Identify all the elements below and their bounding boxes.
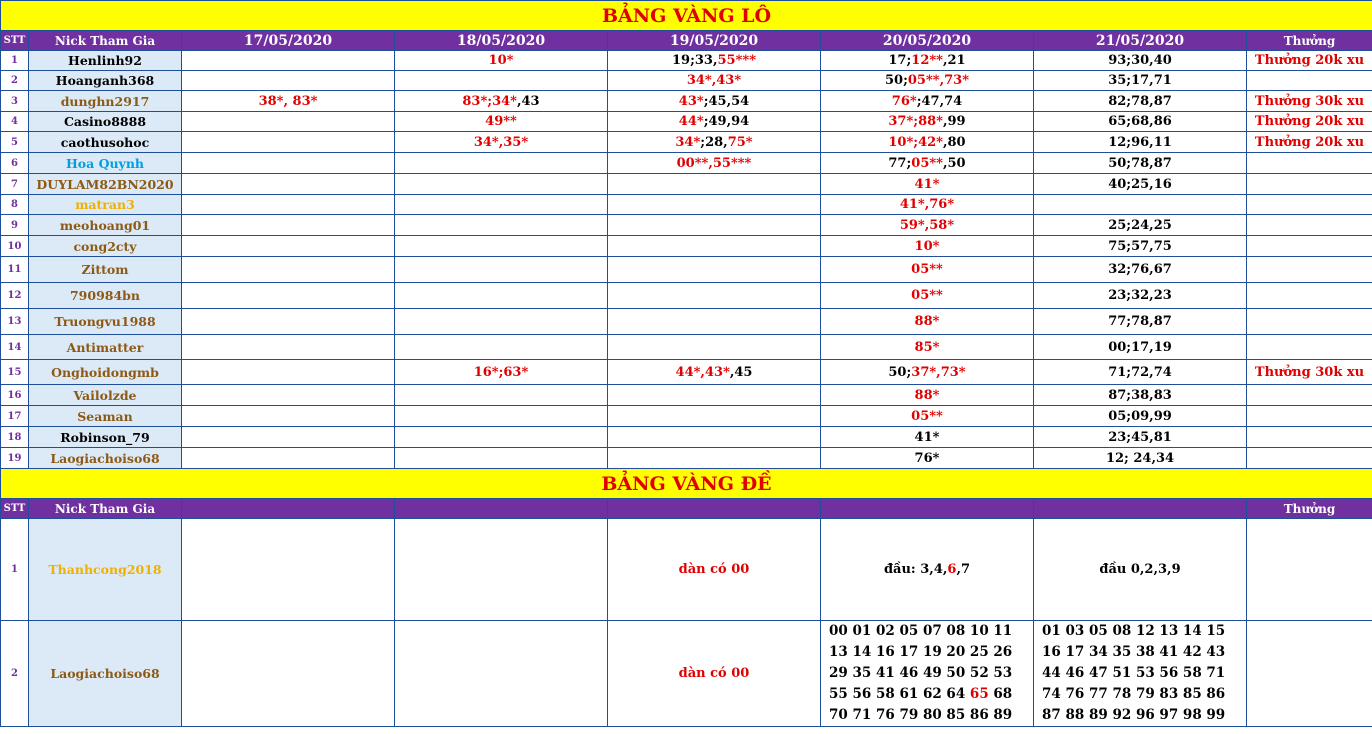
- table-row: [1, 71, 1372, 91]
- pick-text: 05;09,99: [1108, 408, 1172, 424]
- date-header-5: 21/05/2020: [1034, 31, 1247, 51]
- pick-cell: [608, 257, 821, 283]
- lo-table: [1, 1, 1372, 469]
- player-nick: Seaman: [29, 406, 182, 427]
- reward-cell: [1247, 335, 1372, 360]
- pick-cell: [821, 91, 1034, 112]
- pick-cell: [182, 215, 395, 236]
- pick-cell: [395, 621, 608, 727]
- pick-text: 88*: [914, 387, 940, 403]
- reward-cell: Thưởng 20k xu: [1247, 132, 1372, 153]
- de-table: [1, 469, 1372, 727]
- pick-text: 23;32,23: [1108, 288, 1172, 303]
- pick-cell: [1034, 174, 1247, 195]
- pick-cell: [395, 360, 608, 385]
- pick-cell: [182, 91, 395, 112]
- pick-text: ,80: [942, 134, 966, 150]
- reward-header: Thưởng: [1247, 499, 1372, 519]
- date-header-4: 20/05/2020: [821, 31, 1034, 51]
- player-nick: Hoa Quynh: [29, 153, 182, 174]
- player-nick: Laogiachoiso68: [29, 621, 182, 727]
- row-number: 6: [1, 153, 29, 174]
- row-number: 2: [1, 71, 29, 91]
- pick-cell: [395, 132, 608, 153]
- row-number: 15: [1, 360, 29, 385]
- pick-cell: [608, 153, 821, 174]
- pick-cell: [395, 427, 608, 448]
- pick-text: 38*, 83*: [258, 93, 318, 109]
- pick-text: 12**: [911, 53, 943, 68]
- pick-text: 05**: [911, 288, 943, 303]
- pick-text: đầu 0,2,3,9: [1099, 562, 1181, 577]
- row-number: 1: [1, 51, 29, 71]
- pick-text: 34*: [675, 134, 701, 150]
- pick-text: 77;: [888, 155, 912, 171]
- date-header-1: 17/05/2020: [182, 31, 395, 51]
- pick-cell: [821, 385, 1034, 406]
- player-nick: Casino8888: [29, 112, 182, 132]
- pick-text: 75;57,75: [1108, 238, 1172, 254]
- pick-text: 05**: [911, 262, 943, 277]
- pick-text: 41*: [914, 176, 940, 192]
- pick-cell: [608, 195, 821, 215]
- pick-text: 25;24,25: [1108, 217, 1172, 233]
- pick-text: 10*: [914, 238, 940, 254]
- pick-cell: [182, 174, 395, 195]
- pick-text: 12; 24,34: [1105, 450, 1175, 466]
- table-row: [1, 112, 1372, 132]
- pick-cell: [608, 309, 821, 335]
- pick-cell: [395, 236, 608, 257]
- pick-cell: [182, 112, 395, 132]
- pick-cell: [608, 360, 821, 385]
- table-row: [1, 621, 1372, 727]
- pick-text: 37*,73*: [911, 364, 966, 380]
- reward-cell: [1247, 153, 1372, 174]
- pick-cell: [821, 215, 1034, 236]
- blank-header: [182, 499, 395, 519]
- table-row: [1, 153, 1372, 174]
- pick-cell: [395, 71, 608, 91]
- reward-cell: [1247, 448, 1372, 469]
- pick-text: 44*,43*: [675, 364, 730, 380]
- pick-text: dàn có 00: [678, 562, 750, 577]
- pick-text: ;47,74: [916, 93, 963, 109]
- table-row: [1, 215, 1372, 236]
- pick-cell: [608, 519, 821, 621]
- row-number: 19: [1, 448, 29, 469]
- pick-text: đầu: 3,4,: [883, 562, 948, 577]
- table-row: [1, 257, 1372, 283]
- table-row: [1, 174, 1372, 195]
- pick-cell: [608, 621, 821, 727]
- nick-header: Nick Tham Gia: [29, 31, 182, 51]
- pick-cell: [182, 309, 395, 335]
- lo-title: BẢNG VÀNG LÔ: [1, 1, 1372, 31]
- pick-text: 6: [947, 562, 957, 577]
- pick-cell: [821, 153, 1034, 174]
- pick-cell: [608, 71, 821, 91]
- player-nick: 790984bn: [29, 283, 182, 309]
- pick-cell: [395, 51, 608, 71]
- pick-text: 41*: [914, 429, 940, 445]
- pick-text: 05**: [911, 155, 943, 171]
- row-number: 7: [1, 174, 29, 195]
- date-header-2: 18/05/2020: [395, 31, 608, 51]
- pick-cell: [1034, 283, 1247, 309]
- pick-text: 93;30,40: [1108, 53, 1172, 68]
- pick-text: 40;25,16: [1108, 176, 1172, 192]
- pick-cell: [182, 153, 395, 174]
- pick-cell: [395, 112, 608, 132]
- reward-cell: Thưởng 30k xu: [1247, 360, 1372, 385]
- nick-header: Nick Tham Gia: [29, 499, 182, 519]
- pick-cell: [182, 132, 395, 153]
- pick-cell: [608, 51, 821, 71]
- row-number: 12: [1, 283, 29, 309]
- row-number: 4: [1, 112, 29, 132]
- pick-cell: [821, 51, 1034, 71]
- table-row: [1, 406, 1372, 427]
- stt-header: STT: [1, 31, 29, 51]
- table-row: [1, 335, 1372, 360]
- reward-cell: [1247, 406, 1372, 427]
- row-number: 8: [1, 195, 29, 215]
- pick-text: ,99: [942, 114, 966, 129]
- pick-cell: [182, 621, 395, 727]
- pick-cell: [1034, 621, 1247, 727]
- lo-header-row: [1, 31, 1372, 51]
- table-row: [1, 427, 1372, 448]
- pick-cell: [395, 215, 608, 236]
- pick-text: 10*;42*: [888, 134, 943, 150]
- pick-cell: [395, 406, 608, 427]
- pick-cell: [821, 71, 1034, 91]
- pick-cell: [1034, 309, 1247, 335]
- pick-cell: [1034, 257, 1247, 283]
- pick-cell: [182, 283, 395, 309]
- pick-text: 44*: [678, 114, 704, 129]
- pick-cell: [182, 448, 395, 469]
- pick-text: 83*;34*: [462, 93, 517, 109]
- pick-text: 50;: [888, 364, 912, 380]
- pick-text: 59*,58*: [899, 217, 955, 233]
- pick-cell: [1034, 427, 1247, 448]
- row-number: 18: [1, 427, 29, 448]
- pick-cell: [1034, 519, 1247, 621]
- pick-text: 35;17,71: [1108, 73, 1172, 88]
- pick-cell: [1034, 153, 1247, 174]
- pick-text: ;28,: [700, 134, 728, 150]
- pick-text: ;45,54: [703, 93, 750, 109]
- pick-cell: [182, 236, 395, 257]
- pick-text: 76*: [914, 450, 940, 466]
- pick-cell: [395, 335, 608, 360]
- row-number: 9: [1, 215, 29, 236]
- pick-cell: [395, 91, 608, 112]
- reward-cell: [1247, 519, 1372, 621]
- pick-text: 05**,73*: [907, 73, 969, 88]
- player-nick: cong2cty: [29, 236, 182, 257]
- pick-cell: [608, 215, 821, 236]
- table-row: [1, 236, 1372, 257]
- pick-text: 00;17,19: [1108, 339, 1172, 355]
- pick-cell: [608, 385, 821, 406]
- de-banner-row: [1, 469, 1372, 499]
- row-number: 16: [1, 385, 29, 406]
- player-nick: Laogiachoiso68: [29, 448, 182, 469]
- pick-cell: [1034, 51, 1247, 71]
- pick-cell: [395, 283, 608, 309]
- stt-header: STT: [1, 499, 29, 519]
- pick-text: 37*;88*: [888, 114, 943, 129]
- pick-text: 82;78,87: [1108, 93, 1172, 109]
- pick-cell: [821, 448, 1034, 469]
- player-nick: Truongvu1988: [29, 309, 182, 335]
- player-nick: meohoang01: [29, 215, 182, 236]
- pick-cell: [608, 283, 821, 309]
- row-number: 13: [1, 309, 29, 335]
- pick-cell: [608, 236, 821, 257]
- pick-text: 65;68,86: [1108, 114, 1172, 129]
- blank-header: [608, 499, 821, 519]
- pick-cell: [1034, 236, 1247, 257]
- reward-cell: [1247, 257, 1372, 283]
- pick-cell: [182, 51, 395, 71]
- pick-text: 32;76,67: [1108, 262, 1172, 277]
- de-header-row: [1, 499, 1372, 519]
- pick-cell: [608, 406, 821, 427]
- pick-text: 68 70 71 76 79 80 85 86 89: [829, 686, 1013, 723]
- blank-header: [395, 499, 608, 519]
- pick-cell: [395, 519, 608, 621]
- pick-text: 34*,43*: [686, 73, 742, 88]
- pick-text: 19;33,: [671, 53, 718, 68]
- pick-text: 75*: [727, 134, 753, 150]
- pick-cell: [182, 71, 395, 91]
- player-nick: Henlinh92: [29, 51, 182, 71]
- reward-cell: [1247, 621, 1372, 727]
- pick-cell: [395, 385, 608, 406]
- date-header-3: 19/05/2020: [608, 31, 821, 51]
- de-title: BẢNG VÀNG ĐỀ: [1, 469, 1372, 499]
- pick-text: 50;: [885, 73, 908, 88]
- pick-text: 05**: [911, 408, 943, 424]
- player-nick: matran3: [29, 195, 182, 215]
- pick-cell: [395, 257, 608, 283]
- pick-cell: [608, 132, 821, 153]
- row-number: 14: [1, 335, 29, 360]
- reward-cell: [1247, 215, 1372, 236]
- player-nick: Thanhcong2018: [29, 519, 182, 621]
- pick-cell: [182, 257, 395, 283]
- pick-text: 77;78,87: [1108, 314, 1172, 329]
- pick-text: 10*: [488, 53, 514, 68]
- player-nick: Robinson_79: [29, 427, 182, 448]
- pick-cell: [608, 335, 821, 360]
- pick-text: 49**: [485, 114, 517, 129]
- row-number: 5: [1, 132, 29, 153]
- pick-text: ,43: [516, 93, 540, 109]
- pick-cell: [395, 174, 608, 195]
- table-row: [1, 91, 1372, 112]
- row-number: 17: [1, 406, 29, 427]
- pick-text: 17;: [888, 53, 912, 68]
- pick-cell: [821, 406, 1034, 427]
- reward-cell: [1247, 195, 1372, 215]
- reward-cell: Thưởng 20k xu: [1247, 112, 1372, 132]
- pick-cell: [1034, 335, 1247, 360]
- pick-text: 65: [969, 686, 989, 702]
- pick-text: 01 03 05 08 12 13 14 15 16 17 34 35 38 41 42 43 44 46 47 51 53 56 58 71 74 76 77 78 79 83 85 86 87 88 89 92 96 97 98 99: [1042, 623, 1226, 723]
- pick-text: ,50: [942, 155, 966, 171]
- pick-cell: [182, 195, 395, 215]
- pick-cell: [608, 427, 821, 448]
- pick-cell: [1034, 215, 1247, 236]
- player-nick: Zittom: [29, 257, 182, 283]
- table-row: [1, 519, 1372, 621]
- pick-cell: [821, 309, 1034, 335]
- pick-cell: [182, 519, 395, 621]
- table-row: [1, 309, 1372, 335]
- lo-banner-row: [1, 1, 1372, 31]
- pick-text: 71;72,74: [1108, 364, 1172, 380]
- pick-cell: [821, 621, 1034, 727]
- pick-text: 00**,55***: [676, 155, 752, 171]
- pick-text: 41*,76*: [899, 197, 955, 212]
- row-number: 11: [1, 257, 29, 283]
- reward-cell: [1247, 283, 1372, 309]
- player-nick: DUYLAM82BN2020: [29, 174, 182, 195]
- pick-cell: [608, 112, 821, 132]
- pick-cell: [821, 360, 1034, 385]
- pick-text: 50;78,87: [1108, 155, 1172, 171]
- pick-text: ;49,94: [703, 114, 750, 129]
- player-nick: Vailolzde: [29, 385, 182, 406]
- pick-cell: [395, 153, 608, 174]
- pick-cell: [1034, 385, 1247, 406]
- pick-cell: [821, 236, 1034, 257]
- pick-cell: [1034, 360, 1247, 385]
- row-number: 10: [1, 236, 29, 257]
- reward-cell: Thưởng 30k xu: [1247, 91, 1372, 112]
- pick-text: 76*: [891, 93, 917, 109]
- pick-cell: [608, 174, 821, 195]
- pick-cell: [821, 174, 1034, 195]
- pick-cell: [395, 448, 608, 469]
- pick-cell: [821, 112, 1034, 132]
- pick-cell: [821, 335, 1034, 360]
- row-number: 3: [1, 91, 29, 112]
- table-row: [1, 132, 1372, 153]
- pick-cell: [821, 195, 1034, 215]
- pick-cell: [821, 519, 1034, 621]
- player-nick: dunghn2917: [29, 91, 182, 112]
- pick-cell: [821, 283, 1034, 309]
- table-row: [1, 385, 1372, 406]
- reward-cell: [1247, 427, 1372, 448]
- table-row: [1, 283, 1372, 309]
- pick-text: 00 01 02 05 07 08 10 11 13 14 16 17 19 20 25 26 29 35 41 46 49 50 52 53 55 56 58 61 62 64: [829, 623, 1013, 702]
- pick-cell: [1034, 448, 1247, 469]
- pick-text: 43*: [678, 93, 704, 109]
- table-row: [1, 448, 1372, 469]
- pick-cell: [821, 132, 1034, 153]
- pick-cell: [182, 406, 395, 427]
- pick-text: ,45: [729, 364, 753, 380]
- pick-cell: [821, 427, 1034, 448]
- pick-cell: [1034, 112, 1247, 132]
- pick-text: ,21: [942, 53, 966, 68]
- reward-cell: [1247, 385, 1372, 406]
- reward-cell: Thưởng 20k xu: [1247, 51, 1372, 71]
- pick-cell: [1034, 195, 1247, 215]
- pick-text: 23;45,81: [1108, 429, 1172, 445]
- player-nick: Hoanganh368: [29, 71, 182, 91]
- pick-cell: [182, 427, 395, 448]
- pick-cell: [1034, 91, 1247, 112]
- player-nick: Onghoidongmb: [29, 360, 182, 385]
- row-number: 1: [1, 519, 29, 621]
- pick-cell: [608, 91, 821, 112]
- blank-header: [821, 499, 1034, 519]
- pick-text: 55***: [717, 53, 756, 68]
- pick-cell: [395, 309, 608, 335]
- pick-text: 88*: [914, 314, 940, 329]
- pick-cell: [395, 195, 608, 215]
- pick-text: dàn có 00: [678, 666, 750, 681]
- pick-cell: [182, 385, 395, 406]
- pick-cell: [182, 335, 395, 360]
- pick-cell: [1034, 132, 1247, 153]
- pick-cell: [608, 448, 821, 469]
- row-number: 2: [1, 621, 29, 727]
- pick-text: 12;96,11: [1108, 134, 1172, 150]
- pick-text: 85*: [914, 339, 940, 355]
- reward-header: Thưởng: [1247, 31, 1372, 51]
- player-nick: Antimatter: [29, 335, 182, 360]
- reward-cell: [1247, 236, 1372, 257]
- reward-cell: [1247, 71, 1372, 91]
- pick-cell: [182, 360, 395, 385]
- pick-text: 87;38,83: [1108, 387, 1172, 403]
- reward-cell: [1247, 309, 1372, 335]
- pick-cell: [1034, 406, 1247, 427]
- pick-text: 16*;63*: [473, 364, 529, 380]
- pick-text: ,7: [956, 562, 971, 577]
- player-nick: caothusohoc: [29, 132, 182, 153]
- pick-cell: [821, 257, 1034, 283]
- pick-text: 34*,35*: [473, 134, 529, 150]
- table-row: [1, 360, 1372, 385]
- reward-cell: [1247, 174, 1372, 195]
- table-row: [1, 51, 1372, 71]
- pick-cell: [1034, 71, 1247, 91]
- table-row: [1, 195, 1372, 215]
- blank-header: [1034, 499, 1247, 519]
